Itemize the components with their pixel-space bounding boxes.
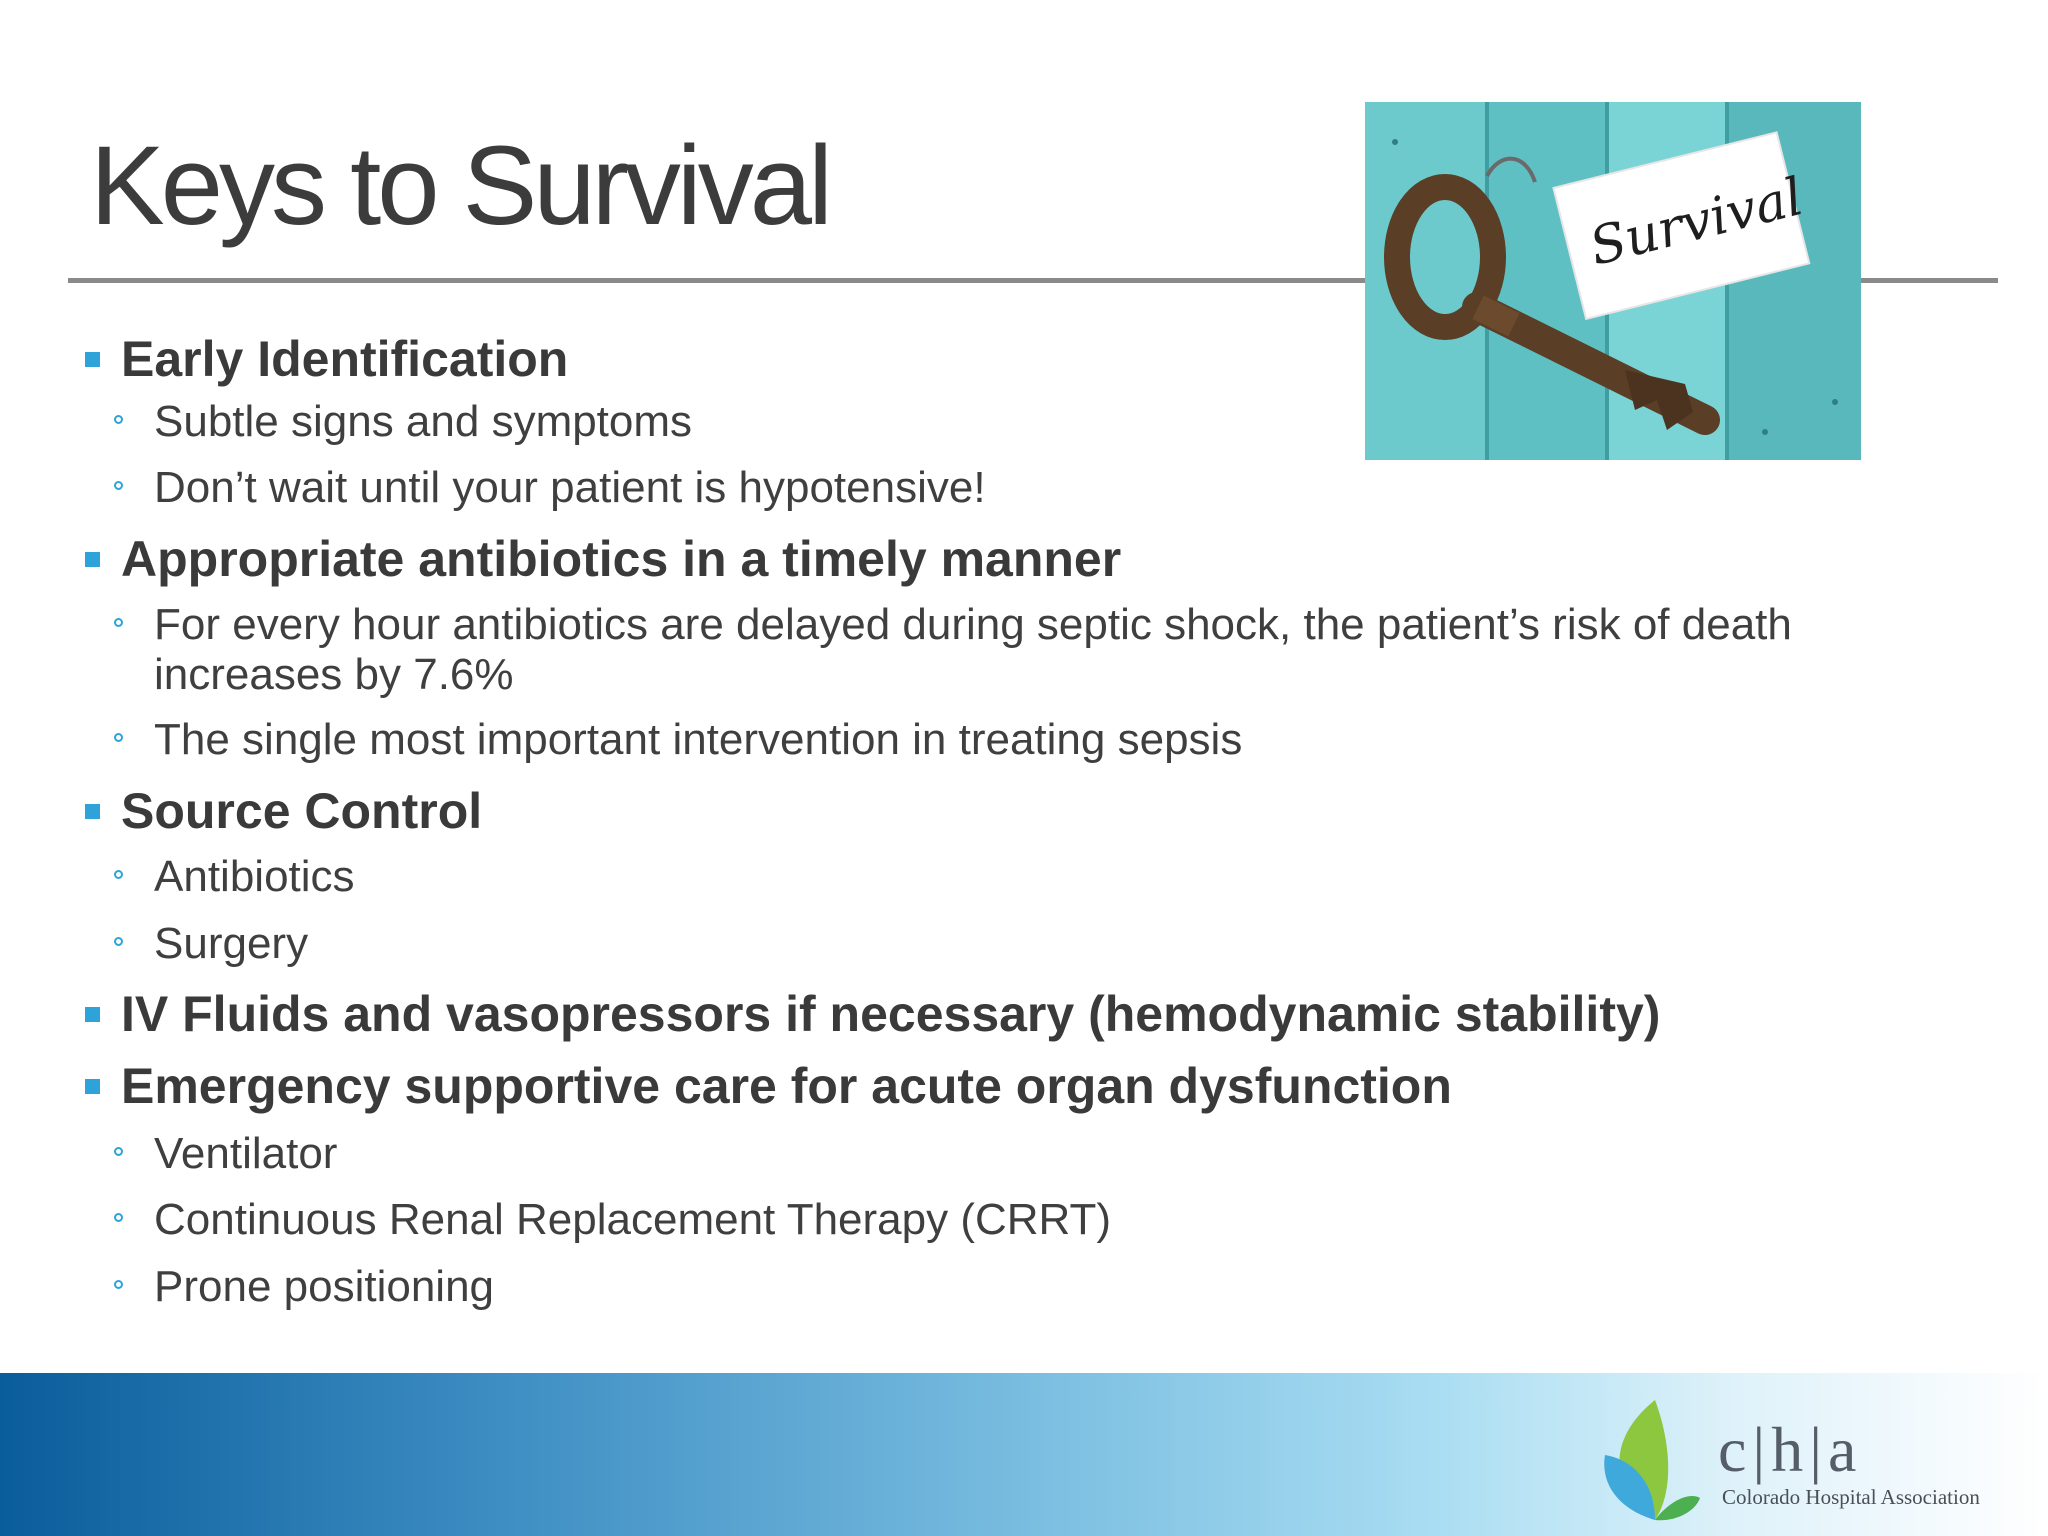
circle-bullet-icon: [114, 481, 123, 490]
circle-bullet-icon: [114, 870, 123, 879]
circle-bullet-icon: [114, 1213, 123, 1222]
list-item: [121, 782, 482, 840]
bullet-text: For every hour antibiotics are delayed during septic shock, the patient’s risk of death: [154, 600, 1792, 649]
logo-subtitle: Colorado Hospital Association: [1722, 1485, 1980, 1509]
list-item: [154, 1129, 337, 1179]
bullet-text: Surgery: [154, 919, 309, 968]
list-item: [121, 330, 568, 388]
square-bullet-icon: [85, 1007, 100, 1022]
list-item: [154, 463, 986, 513]
leaf-logo-icon: [1600, 1380, 1710, 1530]
section-heading: Appropriate antibiotics in a timely manner: [121, 531, 1122, 587]
list-item: [154, 397, 692, 447]
circle-bullet-icon: [114, 415, 123, 424]
list-item: [154, 919, 308, 969]
square-bullet-icon: [85, 352, 100, 367]
circle-bullet-icon: [114, 1280, 123, 1289]
survival-key-image: [1365, 102, 1861, 460]
section-heading: IV Fluids and vasopressors if necessary (hemodynamic stability): [121, 986, 1661, 1042]
circle-bullet-icon: [114, 937, 123, 946]
bullet-text: Ventilator: [154, 1129, 338, 1178]
bullet-text: Subtle signs and symptoms: [154, 397, 693, 446]
bullet-text: Don’t wait until your patient is hypotensive!: [154, 463, 986, 512]
list-item: [154, 600, 1792, 650]
bullet-text: Prone positioning: [154, 1262, 495, 1311]
bullet-text: increases by 7.6%: [154, 650, 514, 699]
logo-wordmark: c|h|a: [1718, 1414, 1863, 1485]
list-item: [154, 1195, 1111, 1245]
bullet-text: The single most important intervention in treating sepsis: [154, 715, 1243, 764]
square-bullet-icon: [85, 552, 100, 567]
page-title: Keys to Survival: [90, 123, 829, 248]
section-heading: Source Control: [121, 783, 483, 839]
circle-bullet-icon: [114, 1147, 123, 1156]
circle-bullet-icon: [114, 733, 123, 742]
list-item: [121, 985, 1660, 1043]
bullet-text: Continuous Renal Replacement Therapy (CRRT): [154, 1195, 1112, 1244]
section-heading: Early Identification: [121, 331, 569, 387]
list-item: [121, 530, 1121, 588]
list-item-continuation: [154, 650, 514, 700]
cha-logo: [1600, 1380, 2010, 1530]
square-bullet-icon: [85, 804, 100, 819]
image-caption: Survival: [1583, 167, 1810, 278]
square-bullet-icon: [85, 1079, 100, 1094]
list-item: [154, 852, 355, 902]
list-item: [154, 715, 1242, 765]
list-item: [121, 1057, 1452, 1115]
circle-bullet-icon: [114, 618, 123, 627]
list-item: [154, 1262, 494, 1312]
section-heading: Emergency supportive care for acute organ dysfunction: [121, 1058, 1452, 1114]
bullet-text: Antibiotics: [154, 852, 355, 901]
